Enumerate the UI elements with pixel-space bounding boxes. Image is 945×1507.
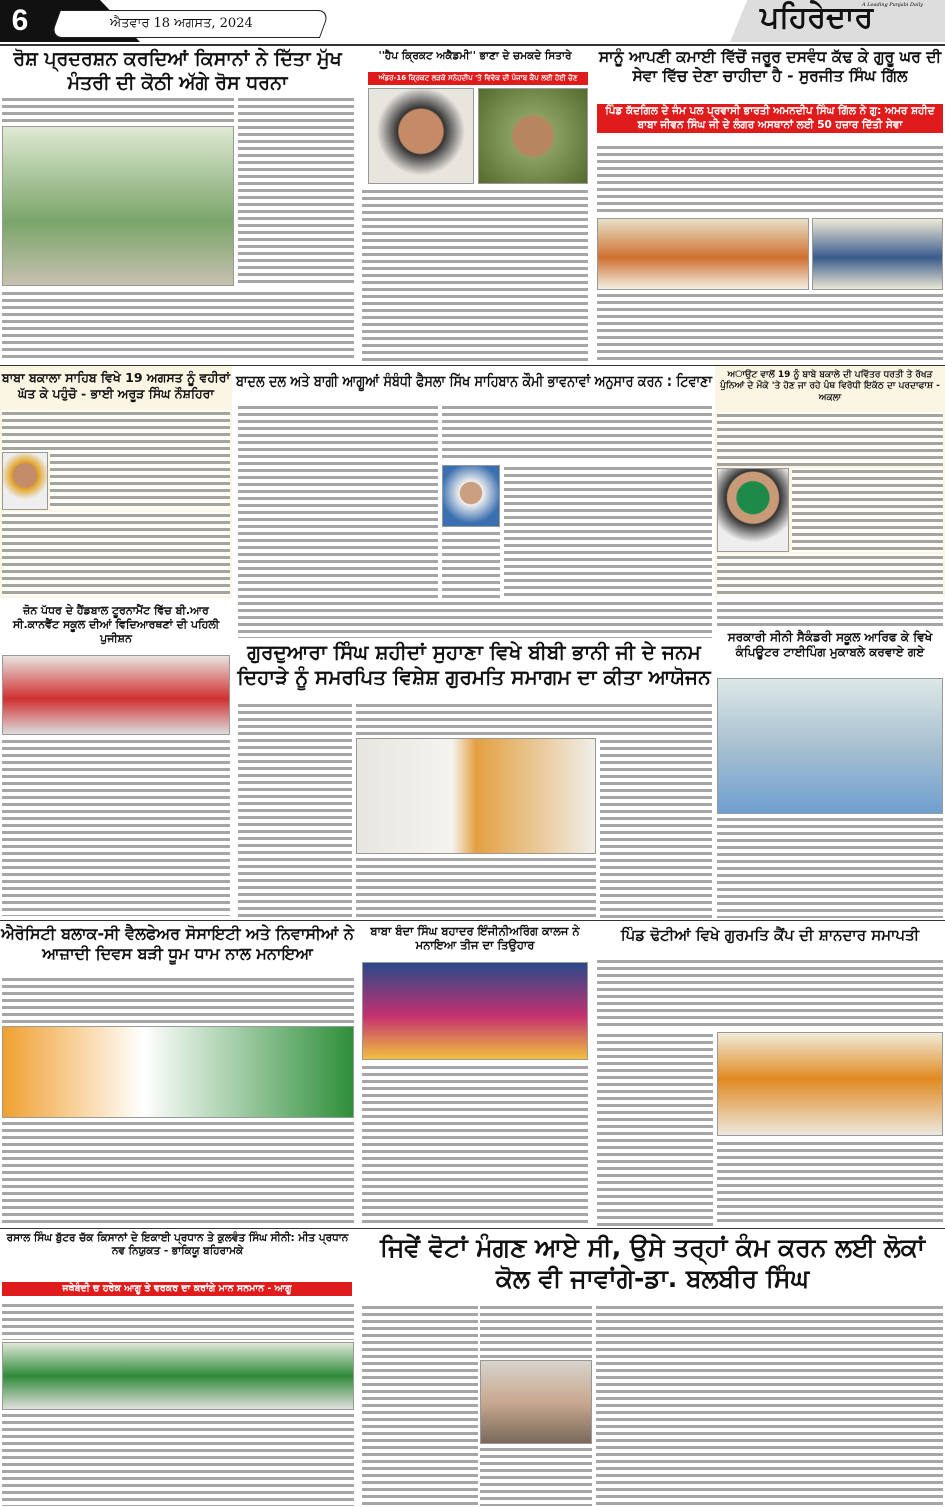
headline-a10: ਐਰੋਸਿਟੀ ਬਲਾਕ-ਸੀ ਵੈਲਫੇਅਰ ਸੋਸਾਇਟੀ ਅਤੇ ਨਿਵਾਸੀਆਂ ਨੇ ਆਜ਼ਾਦੀ ਦਿਵਸ ਬੜੀ ਧੂਮ ਧਾਮ ਨਾਲ ਮਨਾਇਆ [1,924,354,963]
body-a11 [362,1064,588,1226]
headline-a14: ਜਿਵੇਂ ਵੋਟਾਂ ਮੰਗਣ ਆਏ ਸੀ, ਉਸੇ ਤਰ੍ਹਾਂ ਕੰਮ ਕਰਨ ਲਈ ਲੋਕਾਂ ਕੋਲ ਵੀ ਜਾਵਾਂਗੇ-ਡਾ. ਬਲਬੀਰ ਸਿੰਘ [380,1233,925,1294]
logo-tagline: A Leading Punjabi Daily [862,2,924,8]
body-a6-tail [717,600,943,626]
newspaper-logo: ਪਹਿਰੇਦਾਰ [760,0,874,35]
photo-gurmat-camp [717,1032,943,1136]
photo-gurdwara-sewa-2 [812,218,943,290]
divider [0,1228,945,1229]
body-a6-end [717,554,943,598]
body-a13-end [2,1412,354,1506]
headline-a6: ਅਾਉਟ ਵਾਲੋਂ 19 ਨੂੰ ਬਾਬੇ ਬਕਾਲੇ ਦੀ ਪਵਿੱਤਰ ਧਰਤੀ ਤੇ ਰੱਖੜ ਪੁੰਨਿਆਂ ਦੇ ਮੌਕੇ 'ਤੇ ਹੋਣ ਜਾ ਰਹੇ ਪੰਥ ਵਿਰੋਧੀ ਇਕੱਠ ਦਾ ਪਰਦਾਫਾਸ਼ - ਅਕਲਾ [720,370,940,403]
photo-cricketer-2 [478,88,588,184]
issue-date: ਐਤਵਾਰ 18 ਅਗਸਤ, 2024 [110,16,253,31]
body-a7 [2,738,230,916]
body-a12-col [597,1032,713,1226]
headline-a11: ਬਾਬਾ ਬੰਦਾ ਸਿੰਘ ਬਹਾਦਰ ਇੰਜੀਨੀਅਰਿੰਗ ਕਾਲਜ ਨੇ ਮਨਾਇਆ ਤੀਜ ਦਾ ਤਿਉਹਾਰ [370,924,580,953]
photo-gurmat-samagam [356,738,596,854]
photo-independence-day [2,1026,354,1118]
body-a1-end [2,290,354,362]
body-a6-col [792,468,943,552]
body-a5-col3 [504,465,712,600]
body-a14-col2 [480,1304,592,1358]
page-number: 6 [0,0,40,42]
photo-tiwana [442,465,500,527]
body-a6 [717,412,943,466]
strap-a13: ਜਥੇਬੰਦੀ ਚ ਹਰੇਕ ਆਗੂ ਤੇ ਵਰਕਰ ਦਾ ਕਰਾਂਗੇ ਮਾਨ ਸਨਮਾਨ - ਆਗੂ [2,1282,352,1296]
photo-akla [717,468,789,552]
headline-a3: ਸਾਨੂੰ ਆਪਣੀ ਕਮਾਈ ਵਿੱਚੋਂ ਜਰੂਰ ਦਸਵੰਧ ਕੱਢ ਕੇ ਗੁਰੂ ਘਰ ਦੀ ਸੇਵਾ ਵਿੱਚ ਦੇਣਾ ਚਾਹੀਦਾ ਹੈ - ਸੁਰਜੀਤ ਸਿੰਘ ਗਿੱਲ [598,48,942,86]
photo-farmers-union [2,1342,354,1410]
body-a4-end [2,512,230,596]
body-a8-col2 [356,702,712,736]
header-rule [0,44,945,46]
body-a10-end [2,1120,354,1226]
strap-a2: ਅੰਡਰ-16 ਕ੍ਰਿਕਟ ਲੜਕੇ ਸਨੇਹਦੀਪ 'ਤੇ ਵਿਵੇਕ ਦੀ ਪੰਜਾਬ ਕੈਂਪ ਲਈ ਹੋਈ ਚੋਣ [368,72,588,85]
body-a8 [238,702,352,918]
photo-handball-team [2,655,230,735]
body-a10 [2,976,354,1024]
body-a4-col [50,452,230,510]
headline-a1: ਰੋਸ਼ ਪ੍ਰਦਰਸ਼ਨ ਕਰਦਿਆਂ ਕਿਸਾਨਾਂ ਨੇ ਦਿੱਤਾ ਮੁੱਖ ਮੰਤਰੀ ਦੀ ਕੋਠੀ ਅੱਗੇ ਰੋਸ ਧਰਨਾ [13,48,342,94]
body-a14-rest [596,1304,943,1506]
headline-a13: ਰਸਾਲ ਸਿੰਘ ਬੁੱਟਰ ਚੱਕ ਕਿਸਾਨਾਂ ਦੇ ਇਕਾਈ ਪ੍ਰਧਾਨ ਤੇ ਕੁਲਵੰਤ ਸਿੰਘ ਸੀਨੀ: ਮੀਤ ਪ੍ਰਧਾਨ ਨਵ ਨਿਯੁਕਤ - ਭਾਕਿਯੂ ਬਹਿਰਾਮਕੇ [6,1232,349,1258]
body-a1 [2,96,234,126]
body-a12 [597,958,943,1030]
strap-a3: ਪਿੰਡ ਕੱਦਗਿਲ ਦੇ ਜੰਮ ਪਲ ਪ੍ਰਵਾਸੀ ਭਾਰਤੀ ਅਮਨਦੀਪ ਸਿੰਘ ਗਿੱਲ ਨੇ ਗੁ: ਅਮਰ ਸ਼ਹੀਦ ਬਾਬਾ ਜੀਵਨ ਸਿੰਘ ਜੀ ਦੇ ਲੰਗਰ ਅਸਥਾਨਾਂ ਲਈ 50 ਹਜ਼ਾਰ ਦਿੱਤੀ ਸੇਵਾ [597,104,943,133]
body-a9 [717,816,943,918]
body-a5 [238,404,438,600]
photo-balbir-singh [480,1360,592,1444]
divider [0,920,945,921]
body-a1-col [238,96,354,286]
body-a2 [362,188,588,363]
body-a5-tail [238,600,712,638]
body-a8-col4 [356,856,596,918]
body-a12-end [717,1140,943,1226]
photo-speaker-a4 [2,452,48,510]
headline-a2: ''ਹੈਪ ਕ੍ਰਿਕਟ ਅਕੈਡਮੀ'' ਭਾਣਾ ਦੇ ਚਮਕਦੇ ਸਿਤਾਰੇ [378,50,572,62]
headline-a12: ਪਿੰਡ ਢੋਟੀਆਂ ਵਿਖੇ ਗੁਰਮਤਿ ਕੈਂਪ ਦੀ ਸ਼ਾਨਦਾਰ ਸਮਾਪਤੀ [620,926,920,944]
photo-cricketer-1 [368,88,474,184]
headline-a9: ਸਰਕਾਰੀ ਸੀਨੀ ਸੈਕੰਡਰੀ ਸਕੂਲ ਆਰਿਫ ਕੇ ਵਿਖੇ ਕੰਪਿਊਟਰ ਟਾਈਪਿੰਗ ਮੁਕਾਬਲੇ ਕਰਵਾਏ ਗਏ [727,630,933,659]
body-a3-end [597,292,943,362]
body-a4 [2,410,230,452]
body-a8-col3 [600,738,712,918]
body-a3 [597,144,943,216]
body-a5-col4 [442,530,500,600]
photo-computer-lab [717,678,943,814]
photo-farmers-protest [2,126,234,286]
body-a5-col2 [442,404,712,462]
photo-teej-festival [362,962,588,1060]
headline-a7: ਜ਼ੋਨ ਪੱਧਰ ਦੇ ਹੈਂਡਬਾਲ ਟੂਰਨਾਮੈਂਟ ਵਿੱਚ ਬੀ.ਆਰ ਸੀ.ਕਾਨਵੈਂਟ ਸਕੂਲ ਦੀਆਂ ਵਿਦਿਆਰਥਣਾਂ ਦੀ ਪਹਿਲੀ ਪੁਜੀਸ਼ਨ [12,604,220,645]
body-a13 [2,1302,354,1340]
body-a14 [362,1304,478,1506]
headline-a4: ਬਾਬਾ ਬਕਾਲਾ ਸਾਹਿਬ ਵਿਖੇ 19 ਅਗਸਤ ਨੂੰ ਵਹੀਰਾਂ ਘੱਤ ਕੇ ਪਹੁੰਚੋ - ਭਾਈ ਅਰੂੜ ਸਿੰਘ ਨੌਸ਼ਹਿਰਾ [1,370,231,401]
headline-a5: ਬਾਦਲ ਦਲ ਅਤੇ ਬਾਗੀ ਆਗੂਆਂ ਸੰਬੰਧੀ ਫੈਸਲਾ ਸਿੱਖ ਸਾਹਿਬਾਨ ਕੌਮੀ ਭਾਵਨਾਵਾਂ ਅਨੁਸਾਰ ਕਰਨ : ਟਿਵਾਣਾ [236,372,713,390]
body-a14-col2b [480,1446,592,1506]
photo-gurdwara-sewa-1 [597,218,809,290]
headline-a8: ਗੁਰਦੁਆਰਾ ਸਿੰਘ ਸ਼ਹੀਦਾਂ ਸੁਹਾਣਾ ਵਿਖੇ ਬੀਬੀ ਭਾਨੀ ਜੀ ਦੇ ਜਨਮ ਦਿਹਾੜੇ ਨੂੰ ਸਮਰਪਿਤ ਵਿਸ਼ੇਸ਼ ਗੁਰਮਤਿ ਸਮਾਗਮ ਦਾ ਕੀਤਾ ਆਯੋਜਨ [237,640,711,689]
